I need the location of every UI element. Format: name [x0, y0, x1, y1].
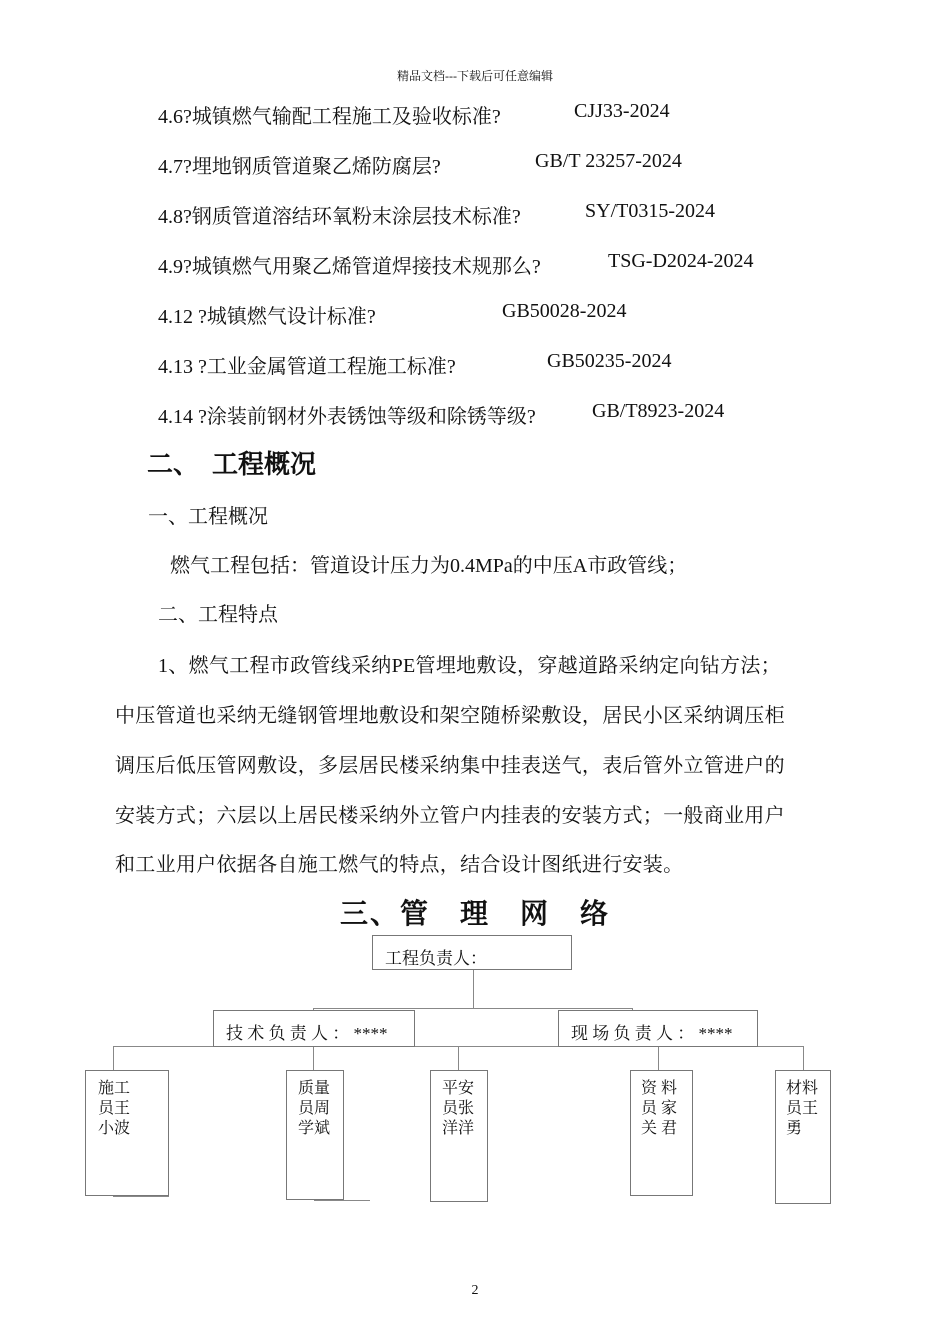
paragraph-line: 安装方式；六层以上居民楼采纳外立管户内挂表的安装方式；一般商业用户 — [115, 805, 785, 827]
paragraph-line: 1、燃气工程市政管线采纳PE管埋地敷设，穿越道路采纳定向钻方法； — [158, 655, 781, 677]
standard-code: GB/T8923-2024 — [592, 400, 725, 422]
standard-label: 4.8?钢质管道溶结环氧粉末涂层技术标准? — [158, 206, 521, 228]
connector-line — [458, 1046, 459, 1070]
org-label: 现 场 负 责 人 ： **** — [571, 1024, 733, 1043]
org-staff-label: 资 料员 家关 君 — [641, 1080, 678, 1137]
paragraph-line: 和工业用户依据各自施工燃气的特点，结合设计图纸进行安装。 — [115, 854, 684, 876]
standard-code: TSG-D2024-2024 — [608, 250, 754, 272]
connector-line — [658, 1046, 659, 1070]
org-box-safety — [430, 1070, 488, 1202]
org-box-construction — [85, 1070, 169, 1196]
standard-label: 4.9?城镇燃气用聚乙烯管道焊接技术规那么? — [158, 256, 541, 278]
org-box-documents — [630, 1070, 693, 1196]
org-label: 技 术 负 责 人 ： **** — [226, 1024, 388, 1043]
standard-label: 4.13 ?工业金属管道工程施工标准? — [158, 356, 456, 378]
connector-line — [313, 1008, 633, 1009]
org-label: 工程负责人： — [385, 949, 487, 968]
connector-line — [113, 1046, 114, 1070]
org-staff-label: 质量员周学斌 — [298, 1080, 331, 1137]
connector-line — [313, 1046, 314, 1070]
org-staff-label: 材料员王勇 — [786, 1080, 819, 1137]
connector-line — [473, 970, 474, 1008]
standard-item — [158, 250, 754, 279]
standard-label: 4.14 ?涂装前钢材外表锈蚀等级和除锈等级? — [158, 406, 536, 428]
standard-code: GB50235-2024 — [547, 350, 672, 372]
connector-line — [803, 1046, 804, 1070]
standard-label: 4.12 ?城镇燃气设计标准? — [158, 306, 376, 328]
standard-item — [158, 150, 682, 179]
org-box-project-lead — [372, 935, 572, 970]
paragraph-line: 中压管道也采纳无缝钢管埋地敷设和架空随桥梁敷设，居民小区采纳调压柜 — [115, 705, 785, 727]
standard-item — [158, 300, 627, 329]
overview-text: 燃气工程包括：管道设计压力为0.4MPa的中压A市政管线； — [170, 555, 688, 577]
section-title: 三、管 理 网 络 — [339, 897, 610, 930]
standard-label: 4.7?埋地钢质管道聚乙烯防腐层? — [158, 156, 441, 178]
org-staff-label: 施工员王小波 — [98, 1080, 131, 1137]
standard-item — [158, 400, 725, 429]
connector-line — [314, 1200, 370, 1201]
org-staff-label: 平安员张洋洋 — [442, 1080, 475, 1137]
standard-code: GB50028-2024 — [502, 300, 627, 322]
standard-item — [158, 200, 715, 229]
org-box-quality — [286, 1070, 344, 1200]
page-number: 2 — [471, 1283, 479, 1298]
org-box-site-lead — [558, 1010, 758, 1047]
subsection-title: 二、工程特点 — [158, 604, 278, 626]
org-box-tech-lead — [213, 1010, 415, 1047]
standard-item — [158, 100, 670, 129]
standard-code: GB/T 23257-2024 — [535, 150, 682, 172]
standard-code: CJJ33-2024 — [574, 100, 670, 122]
standard-code: SY/T0315-2024 — [585, 200, 715, 222]
paragraph-line: 调压后低压管网敷设，多层居民楼采纳集中挂表送气，表后管外立管进户的 — [115, 755, 785, 777]
section-title: 二、 工程概况 — [147, 450, 317, 480]
subsection-title: 一、工程概况 — [148, 506, 268, 528]
connector-line — [113, 1196, 169, 1197]
org-box-materials — [775, 1070, 831, 1204]
page-header: 精品文档---下载后可任意编辑 — [397, 69, 553, 83]
standard-label: 4.6?城镇燃气输配工程施工及验收标准? — [158, 106, 501, 128]
standard-item — [158, 350, 672, 379]
